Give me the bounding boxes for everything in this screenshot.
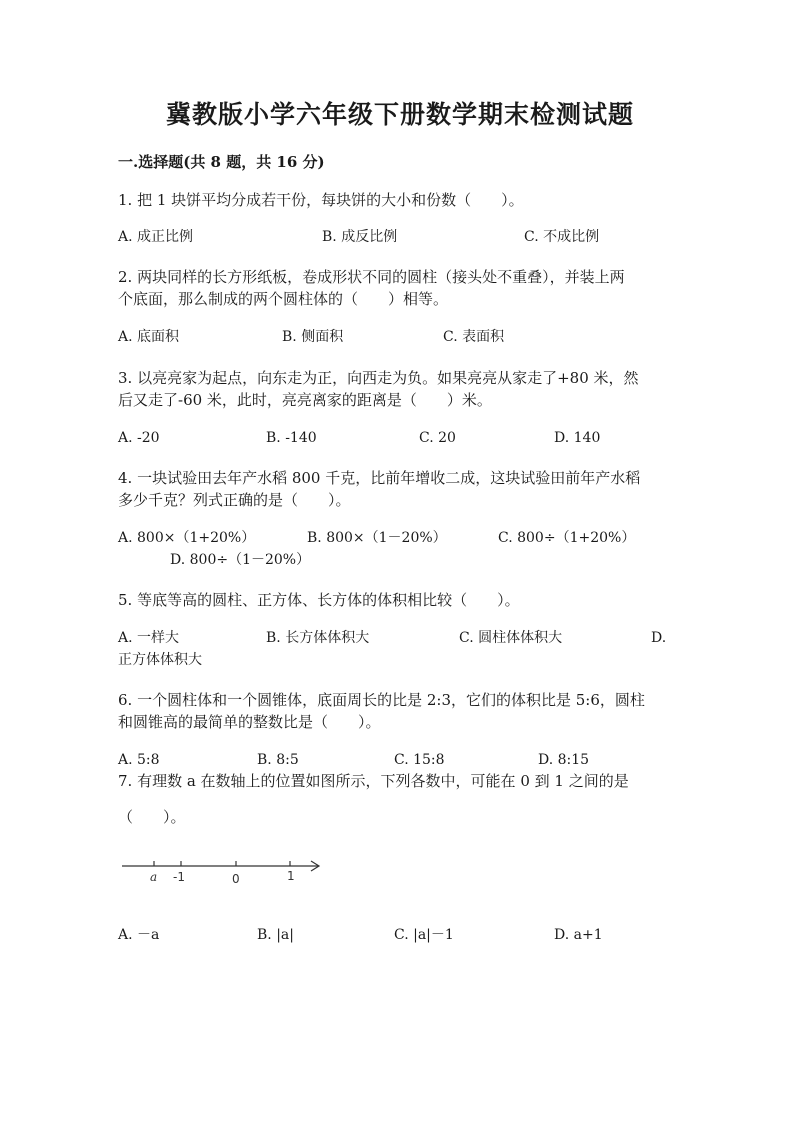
question-1-option-c: C. 不成比例 <box>524 229 600 245</box>
question-6-option-a: A. 5:8 <box>118 752 160 768</box>
question-5-option-d-text: 正方体体积大 <box>118 652 202 668</box>
question-2-line-2: 个底面，那么制成的两个圆柱体的（ ）相等。 <box>118 290 449 308</box>
question-7-option-d: D. a+1 <box>554 927 603 943</box>
question-3-line-1: 3. 以亮亮家为起点，向东走为正，向西走为负。如果亮亮从家走了+80 米，然 <box>118 369 639 387</box>
question-6-line-1: 6. 一个圆柱体和一个圆锥体，底面周长的比是 2:3，它们的体积比是 5:6，圆柱 <box>118 691 645 709</box>
question-4-option-b: B. 800×（1－20%） <box>307 530 447 546</box>
question-2-line-1: 2. 两块同样的长方形纸板，卷成形状不同的圆柱（接头处不重叠），并装上两 <box>118 268 625 286</box>
question-2-option-b: B. 侧面积 <box>282 329 344 345</box>
question-1-line-1: 1. 把 1 块饼平均分成若干份，每块饼的大小和份数（ ）。 <box>118 191 524 209</box>
question-3-line-2: 后又走了-60 米，此时，亮亮离家的距离是（ ）米。 <box>118 391 492 409</box>
question-2-option-a: A. 底面积 <box>118 329 180 345</box>
question-6-option-c: C. 15:8 <box>394 752 445 768</box>
question-5-line-1: 5. 等底等高的圆柱、正方体、长方体的体积相比较（ ）。 <box>118 591 520 609</box>
question-1-option-a: A. 成正比例 <box>118 229 194 245</box>
question-1-option-b: B. 成反比例 <box>322 229 398 245</box>
number-line-figure <box>110 852 330 892</box>
question-7-line-1: 7. 有理数 a 在数轴上的位置如图所示，下列各数中，可能在 0 到 1 之间的是 <box>118 772 629 790</box>
label-1: 1 <box>287 869 295 883</box>
question-6-line-2: 和圆锥高的最简单的整数比是（ ）。 <box>118 713 381 731</box>
question-5-option-c: C. 圆柱体体积大 <box>459 630 563 646</box>
section-heading: 一.选择题(共 8 题，共 16 分) <box>118 153 325 171</box>
question-5-option-a: A. 一样大 <box>118 630 180 646</box>
question-6-option-d: D. 8:15 <box>538 752 590 768</box>
question-5-option-b: B. 长方体体积大 <box>266 630 370 646</box>
question-4-option-c: C. 800÷（1+20%） <box>498 530 636 546</box>
question-3-option-c: C. 20 <box>419 430 456 446</box>
question-4-option-d: D. 800÷（1－20%） <box>170 552 311 568</box>
question-4-line-1: 4. 一块试验田去年产水稻 800 千克，比前年增收二成，这块试验田前年产水稻 <box>118 469 641 487</box>
page-title: 冀教版小学六年级下册数学期末检测试题 <box>165 100 634 129</box>
question-2-option-c: C. 表面积 <box>443 329 505 345</box>
question-3-option-d: D. 140 <box>554 430 601 446</box>
question-3-option-b: B. -140 <box>266 430 317 446</box>
question-7-option-a: A. －a <box>118 927 160 943</box>
question-3-option-a: A. -20 <box>118 430 160 446</box>
label-a: a <box>150 870 158 884</box>
question-4-option-a: A. 800×（1+20%） <box>118 530 256 546</box>
label-0: 0 <box>232 872 240 886</box>
question-4-line-2: 多少千克？列式正确的是（ ）。 <box>118 491 351 509</box>
question-6-option-b: B. 8:5 <box>257 752 299 768</box>
label-minus-1: -1 <box>173 870 185 884</box>
question-7-option-b: B. |a| <box>257 927 294 943</box>
question-5-option-d-label: D. <box>651 630 667 646</box>
question-7-line-2: （ ）。 <box>118 808 186 826</box>
question-7-option-c: C. |a|－1 <box>394 927 454 943</box>
